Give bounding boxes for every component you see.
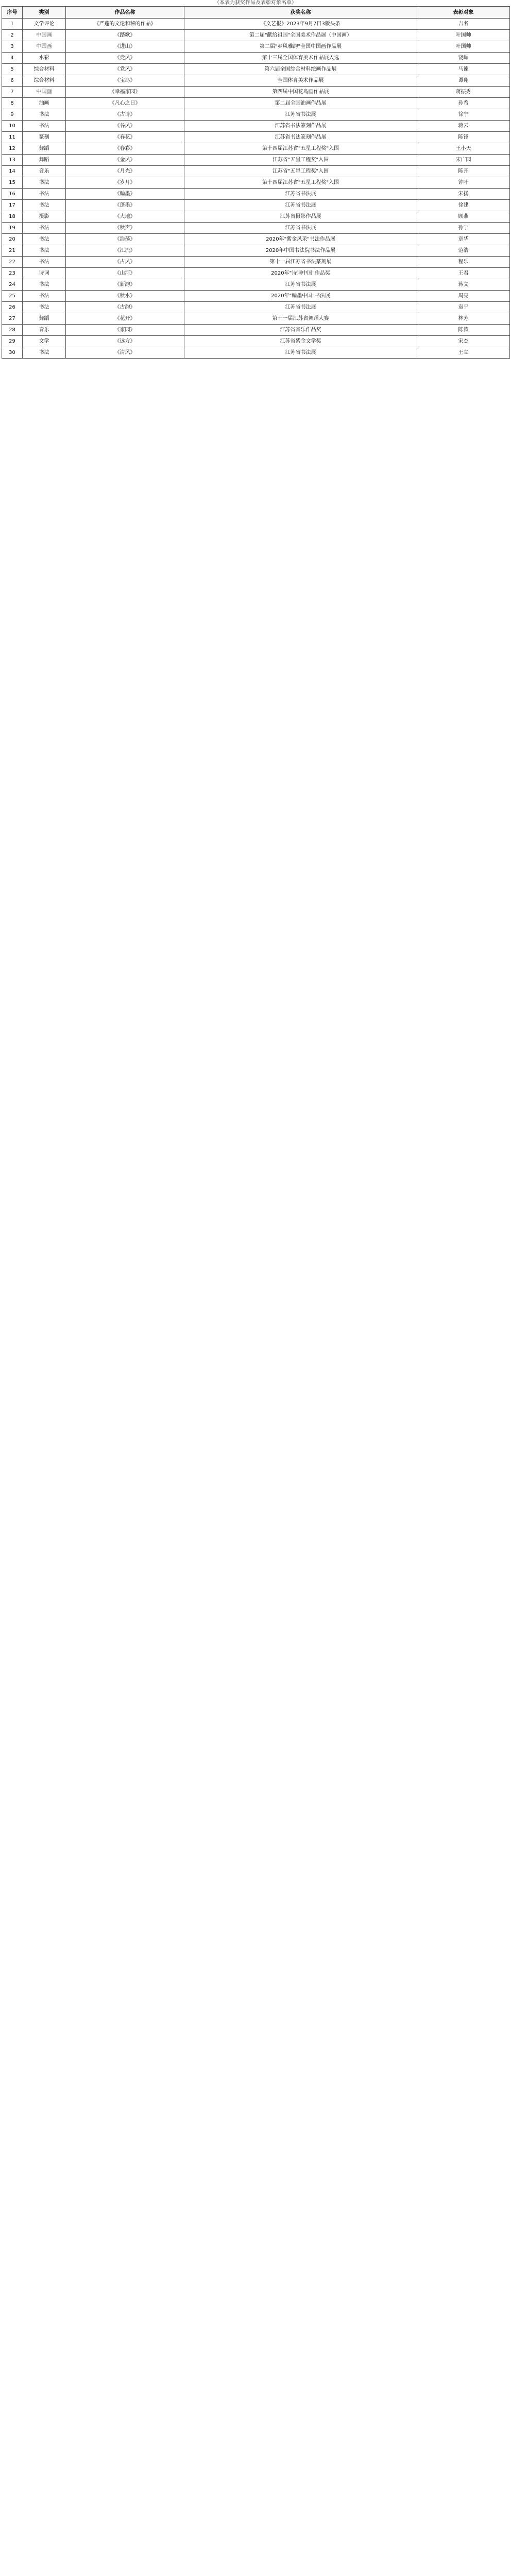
- table-row: [2, 155, 510, 166]
- cell-award: 2020年中国书法院书法作品展: [184, 245, 417, 257]
- table-row: [2, 143, 510, 155]
- cell-work: 《春彩》: [66, 143, 184, 155]
- cell-work: 《新韵》: [66, 279, 184, 291]
- cell-target: 顾燕: [417, 211, 510, 223]
- cell-work: 《岁月》: [66, 177, 184, 189]
- cell-work: 《古风》: [66, 257, 184, 268]
- cell-category: 书法: [23, 121, 66, 132]
- cell-award: 2020年"翰墨中国"书法展: [184, 291, 417, 302]
- cell-target: 王小天: [417, 143, 510, 155]
- table-row: [2, 234, 510, 245]
- cell-work: 《古诗》: [66, 109, 184, 121]
- cell-target: 章华: [417, 234, 510, 245]
- column-header-work: 作品名称: [66, 7, 184, 19]
- cell-work: 《清风》: [66, 347, 184, 359]
- cell-award: 第二届"献给祖国"全国美术作品展（中国画）: [184, 30, 417, 41]
- cell-work: 《浩荡》: [66, 234, 184, 245]
- cell-target: 蒋云: [417, 121, 510, 132]
- cell-award: 第十四届江苏省"五星工程奖"入围: [184, 143, 417, 155]
- cell-category: 书法: [23, 223, 66, 234]
- cell-category: 中国画: [23, 41, 66, 53]
- cell-category: 中国画: [23, 87, 66, 98]
- cell-award: 江苏省书法展: [184, 347, 417, 359]
- cell-work: 《月光》: [66, 166, 184, 177]
- table-row: [2, 313, 510, 325]
- cell-category: 水彩: [23, 53, 66, 64]
- cell-category: 文学评论: [23, 19, 66, 30]
- cell-no: 28: [2, 325, 23, 336]
- cell-work: 《幸福家园》: [66, 87, 184, 98]
- table-row: [2, 166, 510, 177]
- cell-target: 王立: [417, 347, 510, 359]
- cell-category: 书法: [23, 257, 66, 268]
- cell-award: 江苏省书法展: [184, 200, 417, 211]
- cell-no: 22: [2, 257, 23, 268]
- table-row: [2, 87, 510, 98]
- cell-no: 24: [2, 279, 23, 291]
- cell-category: 书法: [23, 245, 66, 257]
- cell-award: 江苏省音乐作品奖: [184, 325, 417, 336]
- cell-no: 4: [2, 53, 23, 64]
- cell-work: 《谷风》: [66, 121, 184, 132]
- cell-award: 第十三届全国体育美术作品展入选: [184, 53, 417, 64]
- cell-work: 《严蓬的文论和秘的作品》: [66, 19, 184, 30]
- cell-no: 20: [2, 234, 23, 245]
- table-row: [2, 121, 510, 132]
- table-row: [2, 64, 510, 75]
- cell-no: 5: [2, 64, 23, 75]
- cell-no: 14: [2, 166, 23, 177]
- cell-no: 29: [2, 336, 23, 347]
- cell-no: 19: [2, 223, 23, 234]
- cell-work: 《远方》: [66, 336, 184, 347]
- cell-category: 书法: [23, 189, 66, 200]
- cell-award: 江苏省书法展: [184, 109, 417, 121]
- cell-work: 《进山》: [66, 41, 184, 53]
- cell-no: 17: [2, 200, 23, 211]
- cell-target: 孙希: [417, 98, 510, 109]
- cell-award: 2020年"诗词中国"作品奖: [184, 268, 417, 279]
- cell-no: 15: [2, 177, 23, 189]
- cell-category: 摄影: [23, 211, 66, 223]
- table-row: [2, 19, 510, 30]
- column-header-category: 类别: [23, 7, 66, 19]
- cell-award: 《文艺报》2023年9月7日3版头条: [184, 19, 417, 30]
- cell-target: 徐宁: [417, 109, 510, 121]
- cell-target: 范浩: [417, 245, 510, 257]
- cell-target: 王君: [417, 268, 510, 279]
- table-row: [2, 268, 510, 279]
- cell-target: 叶国帅: [417, 41, 510, 53]
- cell-target: 宋杰: [417, 336, 510, 347]
- cell-target: 袁平: [417, 302, 510, 313]
- table-row: [2, 223, 510, 234]
- cell-category: 书法: [23, 279, 66, 291]
- cell-category: 中国画: [23, 30, 66, 41]
- cell-no: 1: [2, 19, 23, 30]
- table-row: [2, 53, 510, 64]
- cell-target: 蒋振秀: [417, 87, 510, 98]
- cell-category: 音乐: [23, 166, 66, 177]
- cell-work: 《秋水》: [66, 291, 184, 302]
- cell-work: 《踏歌》: [66, 30, 184, 41]
- table-row: [2, 30, 510, 41]
- cell-target: 林芳: [417, 313, 510, 325]
- cell-category: 篆刻: [23, 132, 66, 143]
- cell-work: 《党风》: [66, 64, 184, 75]
- column-header-award: 获奖名称: [184, 7, 417, 19]
- table-row: [2, 177, 510, 189]
- cell-award: 2020年"紫金风采"书法作品展: [184, 234, 417, 245]
- cell-target: 饶嵋: [417, 53, 510, 64]
- header-row: [2, 7, 510, 19]
- cell-award: 江苏省书法篆刻作品展: [184, 132, 417, 143]
- cell-no: 26: [2, 302, 23, 313]
- cell-no: 23: [2, 268, 23, 279]
- cell-award: 江苏省书法展: [184, 279, 417, 291]
- table-row: [2, 279, 510, 291]
- cell-work: 《春花》: [66, 132, 184, 143]
- awards-table: [2, 6, 510, 359]
- cell-no: 8: [2, 98, 23, 109]
- cell-work: 《花开》: [66, 313, 184, 325]
- cell-award: 江苏省紫金文学奖: [184, 336, 417, 347]
- cell-work: 《秋声》: [66, 223, 184, 234]
- cell-no: 18: [2, 211, 23, 223]
- cell-no: 16: [2, 189, 23, 200]
- cell-work: 《竞风》: [66, 53, 184, 64]
- cell-category: 舞蹈: [23, 313, 66, 325]
- cell-award: 第十一届江苏省书法篆刻展: [184, 257, 417, 268]
- cell-category: 书法: [23, 234, 66, 245]
- cell-no: 6: [2, 75, 23, 87]
- cell-category: 综合材料: [23, 75, 66, 87]
- cell-award: 江苏省书法展: [184, 223, 417, 234]
- cell-no: 27: [2, 313, 23, 325]
- cell-work: 《宝岛》: [66, 75, 184, 87]
- cell-award: 江苏省书法展: [184, 302, 417, 313]
- table-row: [2, 245, 510, 257]
- cell-award: 江苏省"五星工程奖"入围: [184, 155, 417, 166]
- cell-category: 文学: [23, 336, 66, 347]
- cell-no: 13: [2, 155, 23, 166]
- cell-category: 舞蹈: [23, 155, 66, 166]
- cell-no: 11: [2, 132, 23, 143]
- cell-target: 徐建: [417, 200, 510, 211]
- table-row: [2, 189, 510, 200]
- table-row: [2, 211, 510, 223]
- cell-category: 书法: [23, 347, 66, 359]
- cell-category: 书法: [23, 200, 66, 211]
- cell-work: 《家园》: [66, 325, 184, 336]
- cell-no: 3: [2, 41, 23, 53]
- table-row: [2, 132, 510, 143]
- cell-award: 江苏省"五星工程奖"入围: [184, 166, 417, 177]
- table-row: [2, 257, 510, 268]
- cell-category: 油画: [23, 98, 66, 109]
- cell-work: 《金风》: [66, 155, 184, 166]
- cell-category: 书法: [23, 291, 66, 302]
- table-row: [2, 200, 510, 211]
- document-title: （本表为获奖作品及表彰对象名单）: [214, 0, 297, 6]
- table-row: [2, 291, 510, 302]
- cell-award: 第十一届江苏省舞蹈大赛: [184, 313, 417, 325]
- table-row: [2, 325, 510, 336]
- cell-work: 《蓬墨》: [66, 200, 184, 211]
- cell-no: 12: [2, 143, 23, 155]
- cell-no: 2: [2, 30, 23, 41]
- cell-work: 《翰墨》: [66, 189, 184, 200]
- cell-award: 第十四届江苏省"五星工程奖"入围: [184, 177, 417, 189]
- cell-category: 诗词: [23, 268, 66, 279]
- cell-target: 马谏: [417, 64, 510, 75]
- cell-target: 程乐: [417, 257, 510, 268]
- cell-target: 宋扬: [417, 189, 510, 200]
- cell-work: 《山河》: [66, 268, 184, 279]
- cell-work: 《凡心之日》: [66, 98, 184, 109]
- cell-target: 蒋文: [417, 279, 510, 291]
- cell-award: 第二届"乡风雅韵"全国中国画作品展: [184, 41, 417, 53]
- cell-award: 第四届中国花鸟画作品展: [184, 87, 417, 98]
- cell-category: 综合材料: [23, 64, 66, 75]
- cell-target: 陈开: [417, 166, 510, 177]
- cell-award: 第二届全国油画作品展: [184, 98, 417, 109]
- cell-target: 钟叶: [417, 177, 510, 189]
- cell-no: 7: [2, 87, 23, 98]
- cell-target: 陈涛: [417, 325, 510, 336]
- cell-no: 30: [2, 347, 23, 359]
- table-header: [2, 7, 510, 19]
- cell-target: 陈锋: [417, 132, 510, 143]
- column-header-no: 序号: [2, 7, 23, 19]
- cell-award: 江苏省摄影作品展: [184, 211, 417, 223]
- cell-category: 音乐: [23, 325, 66, 336]
- cell-category: 舞蹈: [23, 143, 66, 155]
- cell-target: 宋广园: [417, 155, 510, 166]
- cell-no: 21: [2, 245, 23, 257]
- table-row: [2, 109, 510, 121]
- cell-category: 书法: [23, 302, 66, 313]
- cell-award: 江苏省书法展: [184, 189, 417, 200]
- table-row: [2, 347, 510, 359]
- cell-target: 周亮: [417, 291, 510, 302]
- table-row: [2, 41, 510, 53]
- cell-work: 《江流》: [66, 245, 184, 257]
- cell-category: 书法: [23, 109, 66, 121]
- table-row: [2, 336, 510, 347]
- table-body: [2, 19, 510, 359]
- cell-award: 江苏省书法篆刻作品展: [184, 121, 417, 132]
- table-row: [2, 302, 510, 313]
- table-row: [2, 98, 510, 109]
- cell-target: 吉名: [417, 19, 510, 30]
- table-row: [2, 75, 510, 87]
- cell-target: 叶国帅: [417, 30, 510, 41]
- cell-work: 《古韵》: [66, 302, 184, 313]
- cell-no: 10: [2, 121, 23, 132]
- cell-award: 全国体育美术作品展: [184, 75, 417, 87]
- cell-no: 25: [2, 291, 23, 302]
- cell-target: 孙宁: [417, 223, 510, 234]
- column-header-target: 表彰对象: [417, 7, 510, 19]
- cell-award: 第六届全国综合材料绘画作品展: [184, 64, 417, 75]
- cell-category: 书法: [23, 177, 66, 189]
- cell-target: 谭翔: [417, 75, 510, 87]
- cell-work: 《大地》: [66, 211, 184, 223]
- cell-no: 9: [2, 109, 23, 121]
